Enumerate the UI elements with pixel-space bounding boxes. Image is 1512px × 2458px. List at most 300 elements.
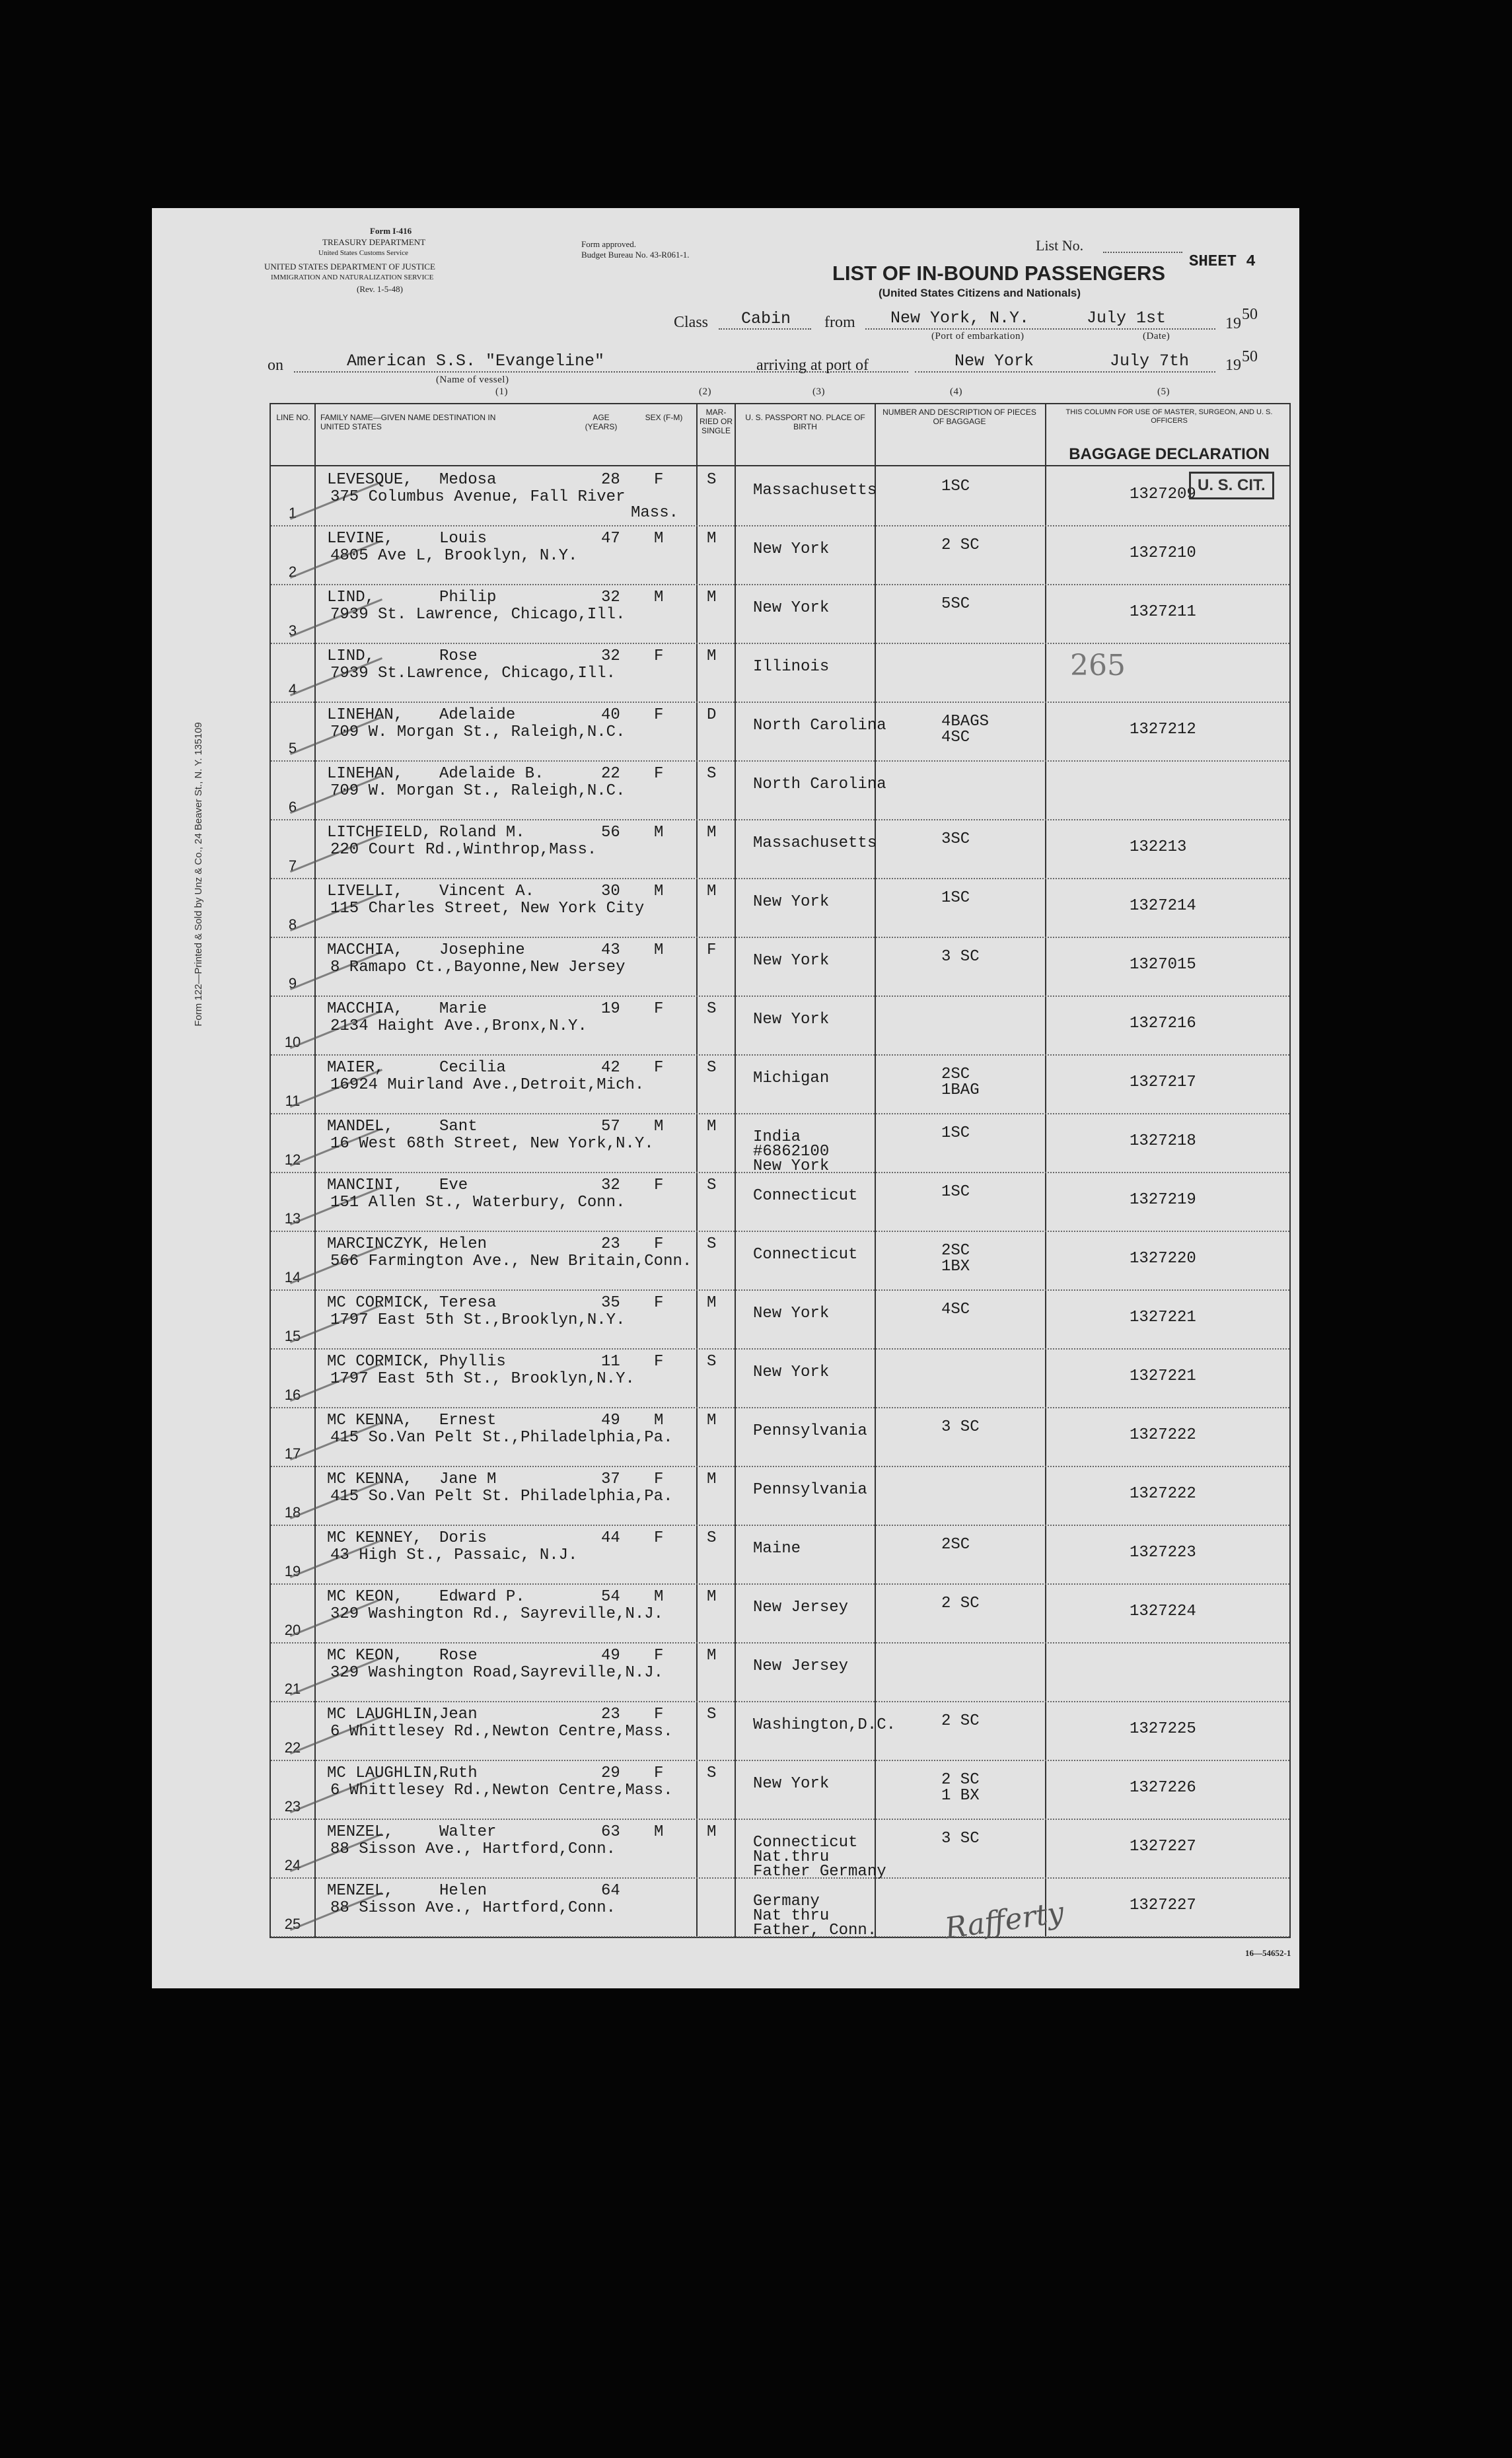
- passenger-given-name: Adelaide B.: [439, 765, 544, 783]
- passenger-address: 220 Court Rd.,Winthrop,Mass.: [330, 841, 597, 859]
- embarkation-port: New York, N.Y.: [890, 308, 1030, 328]
- line-number: 21: [284, 1681, 301, 1697]
- passenger-sex: M: [654, 1823, 664, 1841]
- passenger-birthplace: North Carolina: [753, 717, 886, 735]
- baggage-pieces: 5SC: [941, 595, 970, 613]
- table-row: [271, 1231, 1289, 1291]
- passenger-address: 8 Ramapo Ct.,Bayonne,New Jersey: [330, 958, 626, 976]
- baggage-pieces: 3 SC: [941, 1418, 980, 1436]
- justice-dept: UNITED STATES DEPARTMENT OF JUSTICE: [264, 262, 435, 271]
- passenger-given-name: Cecilia: [439, 1059, 506, 1077]
- vessel-note: (Name of vessel): [436, 375, 509, 385]
- passenger-given-name: Edward P.: [439, 1588, 525, 1606]
- list-no-label: List No.: [1036, 237, 1084, 254]
- passenger-birthplace: New York: [753, 1775, 830, 1793]
- passenger-family-name: LITCHFIELD,: [327, 824, 432, 842]
- passenger-address: 709 W. Morgan St., Raleigh,N.C.: [330, 782, 626, 800]
- passenger-sex: F: [654, 1470, 664, 1488]
- passenger-age: 49: [601, 1412, 620, 1429]
- line-number: 20: [284, 1622, 301, 1638]
- passenger-birthplace: Pennsylvania: [753, 1481, 867, 1499]
- baggage-pieces: 2 SC: [941, 536, 980, 554]
- passenger-age: 23: [601, 1706, 620, 1723]
- passenger-family-name: MC CORMICK,: [327, 1353, 432, 1371]
- passenger-sex: M: [654, 941, 664, 959]
- passenger-sex: F: [654, 1294, 664, 1312]
- passenger-sex: M: [654, 589, 664, 606]
- passenger-address: 151 Allen St., Waterbury, Conn.: [330, 1194, 626, 1211]
- passenger-marital-status: S: [707, 471, 717, 489]
- passenger-birthplace-3: Father Germany: [753, 1863, 886, 1881]
- passenger-family-name: MC KENNA,: [327, 1470, 413, 1488]
- passenger-age: 35: [601, 1294, 620, 1312]
- baggage-declaration-number: 1327209: [1130, 486, 1196, 503]
- passenger-address: 6 Whittlesey Rd.,Newton Centre,Mass.: [330, 1723, 673, 1741]
- passenger-given-name: Josephine: [439, 941, 525, 959]
- passenger-age: 37: [601, 1470, 620, 1488]
- passenger-marital-status: M: [707, 1588, 717, 1606]
- table-row: [271, 1583, 1289, 1644]
- passenger-birthplace: Connecticut: [753, 1834, 858, 1852]
- treasury-dept: TREASURY DEPARTMENT: [322, 237, 426, 247]
- header-name: FAMILY NAME—GIVEN NAME DESTINATION IN UNITED STATES: [320, 413, 496, 431]
- col-num-1: (1): [495, 386, 508, 397]
- line-number: 7: [288, 857, 297, 874]
- line-number: 8: [288, 916, 297, 933]
- table-row: [271, 1348, 1289, 1408]
- passenger-given-name: Rose: [439, 1647, 478, 1665]
- passenger-marital-status: M: [707, 1412, 717, 1429]
- passenger-family-name: LEVINE,: [327, 530, 394, 548]
- passenger-birthplace: New York: [753, 1305, 830, 1322]
- passenger-given-name: Doris: [439, 1529, 487, 1547]
- line-number: 6: [288, 799, 297, 815]
- passenger-family-name: LIVELLI,: [327, 883, 404, 900]
- table-row: [271, 1113, 1289, 1173]
- passenger-family-name: LINEHAN,: [327, 706, 404, 724]
- passenger-family-name: MC KEON,: [327, 1588, 404, 1606]
- col-num-4: (4): [950, 386, 962, 397]
- manifest-sheet: [152, 208, 1299, 1988]
- baggage-pieces: 2 SC: [941, 1595, 980, 1612]
- table-row: [271, 1819, 1289, 1879]
- passenger-birthplace: Illinois: [753, 658, 830, 676]
- baggage-declaration-number: 1327226: [1130, 1779, 1196, 1797]
- passenger-sex: M: [654, 1588, 664, 1606]
- arrival-port: New York: [954, 351, 1034, 371]
- header-age: AGE (YEARS): [585, 413, 618, 431]
- header-passport: U. S. PASSPORT NO. PLACE OF BIRTH: [745, 413, 865, 431]
- passenger-family-name: MC KENNEY,: [327, 1529, 423, 1547]
- passenger-sex: M: [654, 1118, 664, 1136]
- passenger-age: 23: [601, 1235, 620, 1253]
- baggage-pieces: 1SC: [941, 1183, 970, 1201]
- passenger-given-name: Roland M.: [439, 824, 525, 842]
- class-label: Class: [674, 314, 709, 331]
- baggage-declaration-number: 1327218: [1130, 1132, 1196, 1150]
- passenger-address: 16924 Muirland Ave.,Detroit,Mich.: [330, 1076, 645, 1094]
- passenger-birthplace-2: #6862100: [753, 1143, 830, 1161]
- passenger-sex: F: [654, 1706, 664, 1723]
- passenger-birthplace-2: Nat thru: [753, 1907, 830, 1925]
- passenger-age: 22: [601, 765, 620, 783]
- line-number: 24: [284, 1857, 301, 1873]
- class-value: Cabin: [741, 309, 791, 328]
- passenger-address-cont: Mass.: [631, 504, 679, 522]
- line-number: 5: [288, 740, 297, 756]
- passenger-age: 32: [601, 1176, 620, 1194]
- passenger-age: 54: [601, 1588, 620, 1606]
- footer-code: 16—54652-1: [1245, 1948, 1291, 1958]
- passenger-birthplace: New York: [753, 1011, 830, 1029]
- table-row: [271, 995, 1289, 1056]
- year-2: 50: [1242, 348, 1258, 365]
- baggage-pieces-2: 4SC: [941, 729, 970, 746]
- year-prefix-2: 19: [1225, 357, 1241, 374]
- passenger-age: 47: [601, 530, 620, 548]
- baggage-declaration-number: 1327220: [1130, 1250, 1196, 1268]
- baggage-pieces: 2SC: [941, 1536, 970, 1554]
- passenger-sex: F: [654, 765, 664, 783]
- passenger-family-name: MENZEL,: [327, 1882, 394, 1900]
- baggage-declaration-number: 1327217: [1130, 1073, 1196, 1091]
- passenger-age: 29: [601, 1764, 620, 1782]
- header-line-no: LINE NO.: [276, 413, 310, 422]
- passenger-marital-status: M: [707, 1294, 717, 1312]
- table-row: [271, 878, 1289, 938]
- passenger-birthplace: New York: [753, 1363, 830, 1381]
- table-row: [271, 525, 1289, 585]
- passenger-marital-status: S: [707, 1235, 717, 1253]
- passenger-marital-status: D: [707, 706, 717, 724]
- arriving-label: arriving at port of: [756, 357, 869, 374]
- passenger-address: 1797 East 5th St., Brooklyn,N.Y.: [330, 1370, 635, 1388]
- table-row: [271, 760, 1289, 820]
- passenger-age: 28: [601, 471, 620, 489]
- table-row: [271, 1701, 1289, 1761]
- printer-imprint: Form 122—Printed & Sold by Unz & Co., 24 Beaver St., N. Y. 135109: [192, 722, 204, 1027]
- passenger-sex: F: [654, 1647, 664, 1665]
- baggage-declaration-number: 132213: [1130, 838, 1187, 856]
- passenger-marital-status: M: [707, 1647, 717, 1665]
- passenger-sex: F: [654, 1000, 664, 1018]
- baggage-pieces: 1SC: [941, 1124, 970, 1142]
- baggage-declaration-number: 1327224: [1130, 1603, 1196, 1620]
- passenger-age: 40: [601, 706, 620, 724]
- passenger-marital-status: M: [707, 530, 717, 548]
- passenger-birthplace: Massachusetts: [753, 834, 877, 852]
- passenger-sex: F: [654, 706, 664, 724]
- baggage-pieces: 2 SC: [941, 1771, 980, 1789]
- line-number: 22: [284, 1739, 301, 1756]
- passenger-marital-status: M: [707, 824, 717, 842]
- passenger-sex: F: [654, 647, 664, 665]
- passenger-age: 19: [601, 1000, 620, 1018]
- passenger-birthplace-3: Father, Conn.: [753, 1922, 877, 1939]
- baggage-pieces: 4SC: [941, 1301, 970, 1319]
- baggage-declaration-number: 1327212: [1130, 721, 1196, 739]
- signature: Rafferty: [943, 1895, 1066, 1946]
- baggage-declaration-number: 1327222: [1130, 1426, 1196, 1444]
- passenger-sex: F: [654, 1235, 664, 1253]
- passenger-family-name: MARCINCZYK,: [327, 1235, 432, 1253]
- baggage-declaration-number: 1327225: [1130, 1720, 1196, 1738]
- passenger-marital-status: M: [707, 1470, 717, 1488]
- passenger-age: 32: [601, 647, 620, 665]
- table-row: [271, 1172, 1289, 1232]
- table-row: [271, 466, 1289, 526]
- passenger-family-name: MAIER,: [327, 1059, 384, 1077]
- baggage-declaration-number: 1327211: [1130, 603, 1196, 621]
- passenger-address: 2134 Haight Ave.,Bronx,N.Y.: [330, 1017, 587, 1035]
- us-citizen-stamp: U. S. CIT.: [1189, 472, 1274, 499]
- baggage-declaration-number: 1327221: [1130, 1367, 1196, 1385]
- passenger-age: 64: [601, 1882, 620, 1900]
- passenger-family-name: MC CORMICK,: [327, 1294, 432, 1312]
- passenger-given-name: Walter: [439, 1823, 497, 1841]
- header-declaration: BAGGAGE DECLARATION: [1069, 445, 1270, 463]
- passenger-family-name: MC KEON,: [327, 1647, 404, 1665]
- baggage-pieces: 1SC: [941, 889, 970, 907]
- table-row: [271, 1054, 1289, 1114]
- year-prefix-1: 19: [1225, 315, 1241, 332]
- form-subtitle: (United States Citizens and Nationals): [879, 287, 1081, 299]
- passenger-sex: F: [654, 1059, 664, 1077]
- passenger-birthplace-3: New York: [753, 1157, 830, 1175]
- passenger-family-name: LIND,: [327, 589, 375, 606]
- passenger-sex: M: [654, 530, 664, 548]
- passenger-given-name: Louis: [439, 530, 487, 548]
- passenger-sex: F: [654, 1176, 664, 1194]
- passenger-marital-status: M: [707, 1118, 717, 1136]
- passenger-family-name: MC KENNA,: [327, 1412, 413, 1429]
- passenger-marital-status: S: [707, 1706, 717, 1723]
- vessel-name: American S.S. "Evangeline": [347, 351, 605, 371]
- passenger-family-name: MC LAUGHLIN,: [327, 1764, 441, 1782]
- arrival-line: [915, 371, 1215, 373]
- baggage-declaration-number: 1327227: [1130, 1838, 1196, 1856]
- line-number: 10: [284, 1034, 301, 1050]
- baggage-pieces-2: 1BX: [941, 1258, 970, 1276]
- table-row: [271, 584, 1289, 644]
- baggage-pieces: 3 SC: [941, 1830, 980, 1848]
- col-num-3: (3): [812, 386, 825, 397]
- form-number: Form I-416: [370, 226, 412, 236]
- passenger-given-name: Medosa: [439, 471, 497, 489]
- passenger-marital-status: S: [707, 1764, 717, 1782]
- line-number: 23: [284, 1798, 301, 1815]
- from-line: [865, 328, 1215, 330]
- line-number: 2: [288, 563, 297, 580]
- passenger-given-name: Philip: [439, 589, 497, 606]
- passenger-birthplace: Michigan: [753, 1069, 830, 1087]
- passenger-address: 375 Columbus Avenue, Fall River: [330, 488, 626, 506]
- passenger-sex: M: [654, 824, 664, 842]
- passenger-age: 63: [601, 1823, 620, 1841]
- passenger-sex: F: [654, 471, 664, 489]
- line-number: 14: [284, 1269, 301, 1285]
- date-note: (Date): [1143, 331, 1170, 342]
- passenger-given-name: Ruth: [439, 1764, 478, 1782]
- passenger-family-name: LIND,: [327, 647, 375, 665]
- passenger-birthplace: New Jersey: [753, 1657, 849, 1675]
- header-baggage: NUMBER AND DESCRIPTION OF PIECES OF BAGGAGE: [882, 408, 1036, 426]
- passenger-given-name: Phyllis: [439, 1353, 506, 1371]
- passenger-family-name: MACCHIA,: [327, 1000, 404, 1018]
- passenger-birthplace: New Jersey: [753, 1599, 849, 1616]
- customs-service: United States Customs Service: [318, 249, 408, 257]
- baggage-pieces: 2SC: [941, 1242, 970, 1260]
- passenger-marital-status: M: [707, 589, 717, 606]
- passenger-family-name: MC LAUGHLIN,: [327, 1706, 441, 1723]
- passenger-marital-status: S: [707, 1529, 717, 1547]
- passenger-sex: M: [654, 1412, 664, 1429]
- sheet-number: SHEET 4: [1189, 253, 1256, 271]
- table-row: [271, 643, 1289, 703]
- on-label: on: [268, 357, 283, 374]
- passenger-age: 44: [601, 1529, 620, 1547]
- passenger-given-name: Marie: [439, 1000, 487, 1018]
- table-row: [271, 1642, 1289, 1702]
- passenger-given-name: Vincent A.: [439, 883, 535, 900]
- passenger-marital-status: M: [707, 883, 717, 900]
- passenger-sex: M: [654, 883, 664, 900]
- passenger-given-name: Helen: [439, 1882, 487, 1900]
- passenger-age: 30: [601, 883, 620, 900]
- passenger-marital-status: S: [707, 1000, 717, 1018]
- line-number: 1: [288, 505, 297, 521]
- table-row: [271, 1525, 1289, 1585]
- header-sex: SEX (F-M): [645, 413, 683, 422]
- passenger-given-name: Rose: [439, 647, 478, 665]
- passenger-address: 4805 Ave L, Brooklyn, N.Y.: [330, 547, 578, 565]
- line-number: 11: [285, 1093, 301, 1109]
- baggage-pieces: 2 SC: [941, 1712, 980, 1730]
- baggage-pieces-2: 1 BX: [941, 1787, 980, 1805]
- line-number: 19: [284, 1563, 301, 1579]
- passenger-family-name: MANCINI,: [327, 1176, 404, 1194]
- passenger-sex: F: [654, 1353, 664, 1371]
- passenger-given-name: Jane M: [439, 1470, 497, 1488]
- passenger-marital-status: M: [707, 647, 717, 665]
- table-row: [271, 819, 1289, 879]
- form-approved: Form approved.: [581, 239, 637, 249]
- passenger-marital-status: S: [707, 765, 717, 783]
- baggage-declaration-number: 1327227: [1130, 1897, 1196, 1914]
- baggage-declaration-number: 1327214: [1130, 897, 1196, 915]
- passenger-birthplace: New York: [753, 952, 830, 970]
- passenger-birthplace: Pennsylvania: [753, 1422, 867, 1440]
- table-row: [271, 1289, 1289, 1350]
- passenger-address: 415 So.Van Pelt St. Philadelphia,Pa.: [330, 1488, 673, 1505]
- passenger-address: 88 Sisson Ave., Hartford,Conn.: [330, 1840, 616, 1858]
- year-1: 50: [1242, 306, 1258, 323]
- passenger-given-name: Helen: [439, 1235, 487, 1253]
- passenger-birthplace: New York: [753, 540, 830, 558]
- passenger-age: 49: [601, 1647, 620, 1665]
- baggage-pieces: 2SC: [941, 1066, 970, 1083]
- baggage-declaration-number: 1327210: [1130, 544, 1196, 562]
- line-number: 3: [288, 622, 297, 639]
- passenger-birthplace: Germany: [753, 1893, 820, 1910]
- passenger-birthplace: Massachusetts: [753, 482, 877, 499]
- line-number: 12: [284, 1151, 301, 1168]
- passenger-address: 566 Farmington Ave., New Britain,Conn.: [330, 1252, 692, 1270]
- line-number: 9: [288, 975, 297, 992]
- col-num-5: (5): [1157, 386, 1170, 397]
- form-title: LIST OF IN-BOUND PASSENGERS: [832, 262, 1166, 285]
- passenger-marital-status: M: [707, 1823, 717, 1841]
- table-row: [271, 1877, 1289, 1937]
- passenger-age: 43: [601, 941, 620, 959]
- baggage-declaration-number: 1327222: [1130, 1485, 1196, 1503]
- baggage-declaration-number: 1327216: [1130, 1015, 1196, 1032]
- passenger-age: 42: [601, 1059, 620, 1077]
- passenger-family-name: MENZEL,: [327, 1823, 394, 1841]
- col-num-2: (2): [699, 386, 711, 397]
- passenger-family-name: LEVESQUE,: [327, 471, 413, 489]
- passenger-address: 329 Washington Road,Sayreville,N.J.: [330, 1664, 664, 1682]
- table-row: [271, 702, 1289, 762]
- passenger-birthplace: Maine: [753, 1540, 801, 1558]
- line-number: 13: [284, 1210, 301, 1227]
- passenger-birthplace: Connecticut: [753, 1246, 858, 1264]
- baggage-declaration-number: 1327223: [1130, 1544, 1196, 1562]
- passenger-address: 329 Washington Rd., Sayreville,N.J.: [330, 1605, 664, 1623]
- passenger-age: 11: [601, 1353, 620, 1371]
- table-row: [271, 937, 1289, 997]
- passenger-address: 43 High St., Passaic, N.J.: [330, 1546, 578, 1564]
- header-married: MAR-RIED OR SINGLE: [699, 408, 733, 435]
- passenger-address: 709 W. Morgan St., Raleigh,N.C.: [330, 723, 626, 741]
- baggage-pieces: 4BAGS: [941, 713, 990, 731]
- passenger-address: 88 Sisson Ave., Hartford,Conn.: [330, 1899, 616, 1917]
- baggage-declaration-number: 1327015: [1130, 956, 1196, 974]
- passenger-birthplace: Connecticut: [753, 1187, 858, 1205]
- passenger-given-name: Eve: [439, 1176, 468, 1194]
- passenger-given-name: Ernest: [439, 1412, 497, 1429]
- passenger-table: [270, 403, 1291, 1946]
- baggage-pieces: 3SC: [941, 830, 970, 848]
- passenger-address: 115 Charles Street, New York City: [330, 900, 645, 918]
- passenger-address: 1797 East 5th St.,Brooklyn,N.Y.: [330, 1311, 626, 1329]
- passenger-birthplace: Washington,D.C.: [753, 1716, 896, 1734]
- baggage-declaration-number: 1327219: [1130, 1191, 1196, 1209]
- line-number: 17: [284, 1445, 301, 1462]
- passenger-given-name: Teresa: [439, 1294, 497, 1312]
- table-row: [271, 1466, 1289, 1526]
- table-row: [271, 1407, 1289, 1467]
- passenger-given-name: Sant: [439, 1118, 478, 1136]
- passenger-birthplace: North Carolina: [753, 776, 886, 793]
- passenger-family-name: LINEHAN,: [327, 765, 404, 783]
- passenger-sex: F: [654, 1764, 664, 1782]
- list-no-line: [1103, 252, 1182, 253]
- revision: (Rev. 1-5-48): [357, 284, 403, 294]
- passenger-address: 7939 St.Lawrence, Chicago,Ill.: [330, 665, 616, 682]
- passenger-birthplace: India: [753, 1128, 801, 1146]
- ins-service: IMMIGRATION AND NATURALIZATION SERVICE: [271, 273, 434, 281]
- from-label: from: [824, 314, 855, 331]
- port-embarkation-note: (Port of embarkation): [931, 331, 1025, 342]
- passenger-marital-status: F: [707, 941, 717, 959]
- budget-bureau: Budget Bureau No. 43-R061-1.: [581, 250, 690, 260]
- baggage-pieces: 3 SC: [941, 948, 980, 966]
- passenger-marital-status: S: [707, 1176, 717, 1194]
- baggage-pieces: 1SC: [941, 478, 970, 495]
- passenger-birthplace-2: Nat.thru: [753, 1848, 830, 1866]
- passenger-address: 16 West 68th Street, New York,N.Y.: [330, 1135, 654, 1153]
